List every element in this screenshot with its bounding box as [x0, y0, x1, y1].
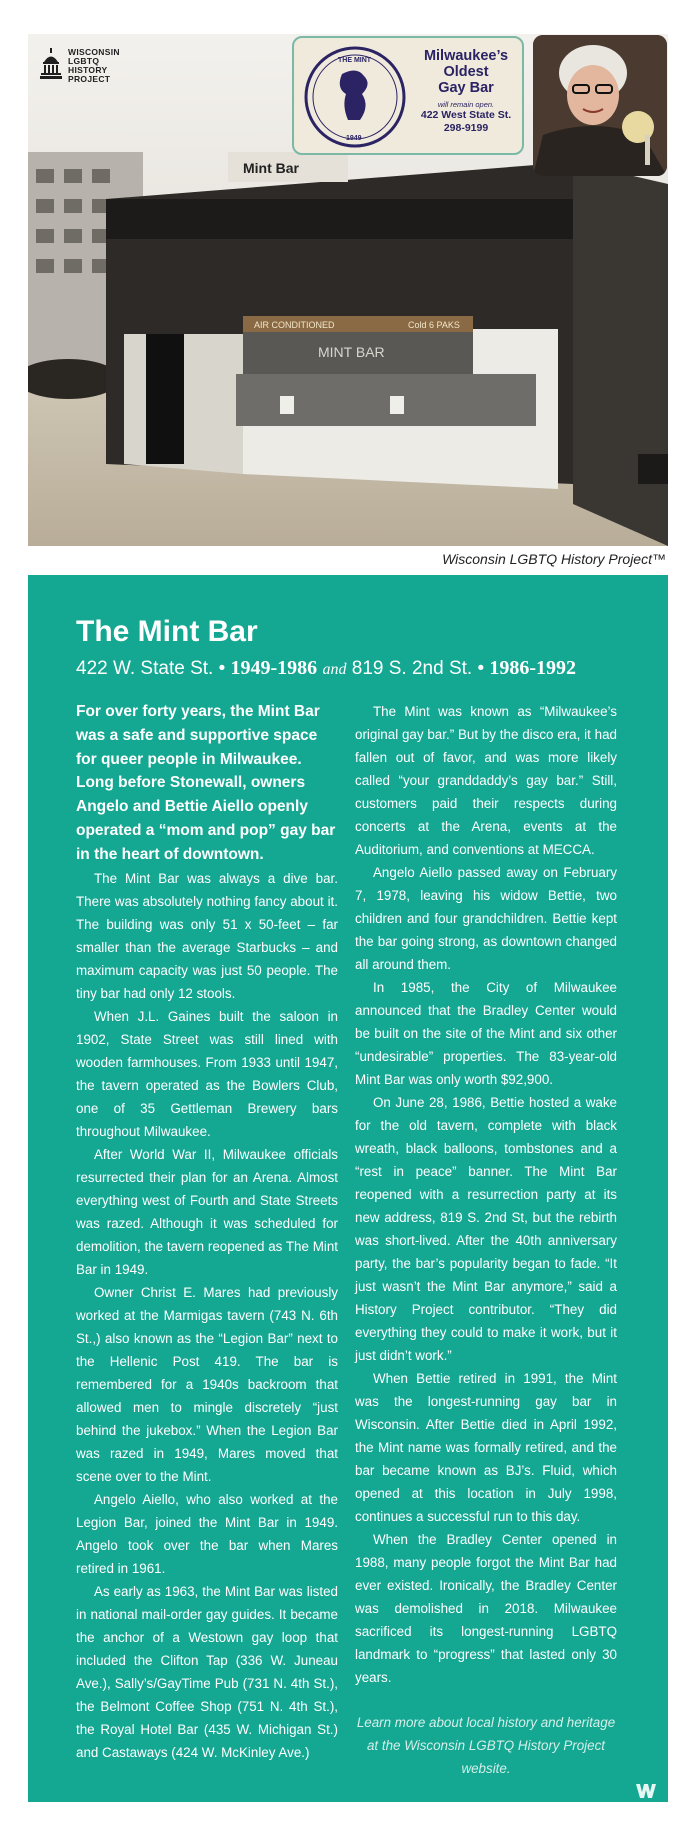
article-panel — [28, 575, 668, 1802]
body-paragraph: On June 28, 1986, Bettie hosted a wake for the old tavern, complete with black wreath, black balloons, tombstones and a “rest in peace” banner. The Mint Bar reopened with a resurrection party at its new address, 819 S. 2nd St, but the rebirth was short-lived. After the 40th anniversary party, the bar’s popularity began to fade. “It just wasn’t the Mint Bar anymore,” said a History Project contributor. “They did everything they could to make it work, but it just didn’t work.” — [355, 1095, 617, 1363]
window-sign-right: Cold 6 PAKS — [408, 320, 460, 330]
body-paragraph: When the Bradley Center opened in 1988, many people forgot the Mint Bar had ever existed. Ironically, the Bradley Center was demolished in 2018. Milwaukee sacrificed its longest-running LGBTQ landmark to “progress” that lasted only 30 years. — [355, 1532, 617, 1685]
body-paragraph: The Mint was known as “Milwaukee’s original gay bar.” But by the disco era, it had fallen out of favor, and was more likely called “your granddaddy’s gay bar.” Still, customers paid their respects during concerts at the Arena, events at the Auditorium, and conventions at MECCA. — [355, 704, 617, 857]
body-paragraph: As early as 1963, the Mint Bar was listed in national mail-order gay guides. It became the anchor of a Westown gay loop that included the Clifton Tap (336 W. Juneau Ave.), Sally’s/GayTime Pub (731 N. 4th St.), the Belmont Coffee Shop (751 N. 4th St.), the Royal Hotel Bar (435 W. Michigan St.) and Castaways (424 W. McKinley Ave.) — [76, 1583, 338, 1760]
body-paragraph: When J.L. Gaines built the saloon in 1902, State Street was still lined with wooden farmhouses. From 1933 until 1947, the tavern operated as the Bowlers Club, one of 35 Gettleman Brewery bars throughout Milwaukee. — [76, 1008, 338, 1139]
history-project-mark-icon — [636, 1784, 660, 1798]
body-paragraph: After World War II, Milwaukee officials resurrected their plan for an Arena. Almost everything west of Fourth and State Streets was razed. Although it was scheduled for demolition, the tavern reopened as The Mint Bar in 1949. — [76, 1146, 338, 1277]
body-paragraph: When Bettie retired in 1991, the Mint was the longest-running gay bar in Wisconsin. After Bettie died in April 1992, the Mint name was formally retired, and the bar became known as BJ’s. Fluid, which opened at this location in July 1998, continues a successful run to this day. — [355, 1371, 617, 1524]
column-right — [355, 700, 617, 1780]
bettie-portrait — [533, 35, 667, 176]
window-sign-left: AIR CONDITIONED — [254, 320, 335, 330]
wisconsin-lgbtq-logo — [40, 48, 120, 84]
learn-more-text: Learn more about local history and heritage at the Wisconsin LGBTQ History Project website. — [356, 1715, 616, 1776]
capitol-icon — [40, 48, 62, 84]
rooftop-sign: Mint Bar — [243, 160, 299, 176]
ad-address: 422 West State St. — [420, 109, 512, 121]
page-subtitle: 422 W. State St. • 1949-1986 and 819 S. 2nd St. • 1986-1992 — [76, 657, 577, 679]
body-paragraph: Angelo Aiello passed away on February 7, 1978, leaving his widow Bettie, two children and four grandchildren. Bettie kept the bar going strong, as downtown changed all around them. — [355, 865, 617, 972]
body-paragraph: The Mint Bar was always a dive bar. There was absolutely nothing fancy about it. The building was only 51 x 50-feet – far smaller than the average Starbucks – and maximum capacity was just 50 people. The tiny bar had only 12 stools. — [76, 870, 338, 1001]
window-sign-center: MINT BAR — [318, 344, 385, 360]
column-left — [76, 700, 338, 1764]
lead-paragraph: For over forty years, the Mint Bar was a safe and supportive space for queer people in Milwaukee. Long before Stonewall, owners Angelo and Bettie Aiello openly operated a “mom and pop” gay bar in the heart of downtown. — [76, 703, 336, 863]
mint-seal — [302, 44, 408, 150]
body-paragraph: Owner Christ E. Mares had previously worked at the Marmigas tavern (743 N. 6th St.,) also known as the “Legion Bar” next to the Hellenic Post 419. The bar is remembered for a 1940s backroom that allowed men to mingle discretely “just behind the jukebox.” When the Legion Bar was razed in 1949, Mares moved that scene over to the Mint. — [76, 1284, 338, 1484]
body-paragraph: In 1985, the City of Milwaukee announced that the Bradley Center would be built on the site of the Mint and six other “undesirable” properties. The 83-year-old Mint Bar was only worth $92,900. — [355, 980, 617, 1087]
body-paragraph: Angelo Aiello, who also worked at the Legion Bar, joined the Mint Bar in 1949. Angelo took over the bar when Mares retired in 1961. — [76, 1491, 338, 1576]
seal-year: 1949 — [346, 135, 362, 142]
vintage-ad — [292, 36, 524, 155]
ad-headline: Milwaukee’s Oldest Gay Bar — [423, 48, 509, 96]
photo-credit: Wisconsin LGBTQ History Project™ — [442, 551, 666, 567]
ad-phone: 298-9199 — [443, 122, 489, 134]
seal-top-text: THE MINT — [338, 57, 372, 64]
ad-subline: will remain open. — [437, 100, 495, 109]
logo-text: WISCONSIN LGBTQ HISTORY PROJECT — [68, 47, 120, 84]
page-title: The Mint Bar — [76, 615, 258, 648]
